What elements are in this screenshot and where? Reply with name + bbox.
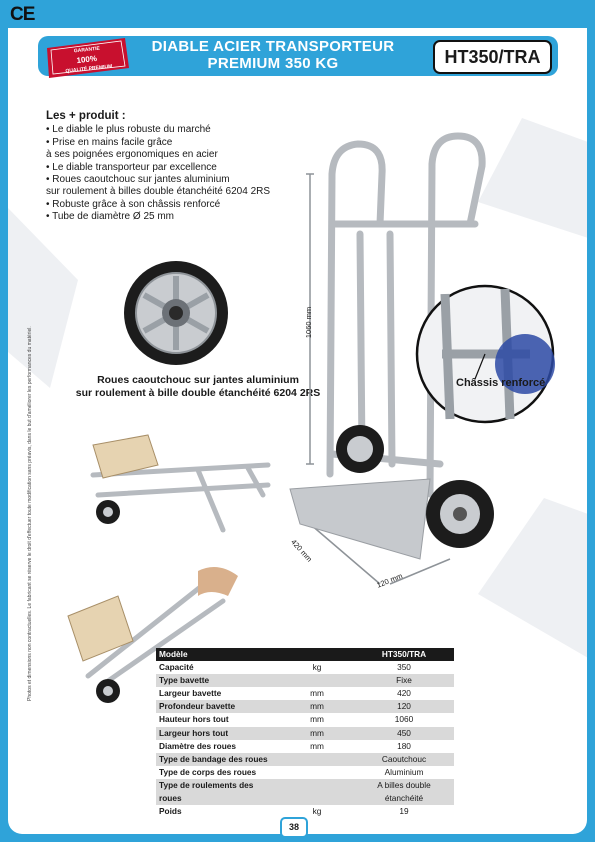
feature-item: sur roulement à billes double étanchéité 6204 2RS — [46, 186, 271, 198]
table-cell: Largeur bavette — [156, 687, 280, 700]
table-header-cell: Modèle — [156, 648, 280, 661]
ce-mark: CE — [10, 4, 35, 25]
feature-item: • Le diable le plus robuste du marché — [46, 124, 211, 136]
wheel-caption-line-1: Roues caoutchouc sur jantes aluminium — [97, 374, 299, 386]
feature-item: à ses poignées ergonomiques en acier — [46, 149, 218, 161]
wheel-image — [116, 258, 236, 368]
table-cell: 19 — [354, 805, 454, 818]
table-cell: Profondeur bavette — [156, 700, 280, 713]
spec-table — [156, 648, 454, 818]
table-cell: Poids — [156, 805, 280, 818]
title-line-2: PREMIUM 350 KG — [207, 55, 339, 72]
svg-text:100%: 100% — [76, 53, 98, 66]
disclaimer-note: Photos et dimensions non contractuelles. Le fabricant se réserve le droit d'effectuer toute modification sans préavis, dans le but d'améliorer les performances du matériel. — [27, 326, 33, 701]
model-code: HT350/TRA — [433, 40, 552, 74]
table-row — [156, 766, 454, 779]
table-cell: mm — [280, 740, 354, 753]
page-title — [128, 38, 418, 72]
table-row — [156, 753, 454, 766]
table-cell: 450 — [354, 727, 454, 740]
table-header-cell: HT350/TRA — [354, 648, 454, 661]
table-row — [156, 674, 454, 687]
table-cell: kg — [280, 661, 354, 674]
table-cell: kg — [280, 805, 354, 818]
table-cell: 120 — [354, 700, 454, 713]
table-cell: mm — [280, 727, 354, 740]
table-cell: 180 — [354, 740, 454, 753]
table-cell: A billes double étanchéité — [354, 779, 454, 805]
table-cell — [280, 766, 354, 779]
table-cell — [280, 674, 354, 687]
table-cell: mm — [280, 713, 354, 726]
table-row — [156, 779, 454, 805]
table-cell — [280, 753, 354, 766]
table-cell — [280, 779, 354, 805]
table-header-row — [156, 648, 454, 661]
dim-height: 1060 mm — [304, 306, 314, 339]
callout-chassis: Châssis renforcé — [456, 377, 546, 389]
hand-truck-image — [270, 114, 570, 614]
table-row — [156, 661, 454, 674]
table-cell: Fixe — [354, 674, 454, 687]
dim-depth: 420 mm — [289, 537, 314, 564]
svg-text:GARANTIE: GARANTIE — [73, 45, 101, 55]
table-cell: mm — [280, 700, 354, 713]
table-cell: Largeur hors tout — [156, 727, 280, 740]
wheel-caption-line-2: sur roulement à bille double étanchéité 6204 2RS — [75, 387, 321, 399]
table-cell: Aluminium — [354, 766, 454, 779]
decor-facet — [8, 208, 78, 388]
table-cell: Type bavette — [156, 674, 280, 687]
table-cell: 1060 — [354, 713, 454, 726]
svg-text:QUALITÉ PREMIUM: QUALITÉ PREMIUM — [65, 63, 113, 75]
table-cell: Caoutchouc — [354, 753, 454, 766]
table-row — [156, 740, 454, 753]
table-cell: Diamètre des roues — [156, 740, 280, 753]
features-heading: Les + produit : — [46, 110, 126, 122]
table-row — [156, 700, 454, 713]
table-cell: Type de roulements des roues — [156, 779, 280, 805]
table-cell: mm — [280, 687, 354, 700]
table-cell: 420 — [354, 687, 454, 700]
feature-item: • Prise en mains facile grâce — [46, 136, 173, 148]
table-cell: 350 — [354, 661, 454, 674]
table-row — [156, 687, 454, 700]
page-number: 38 — [280, 817, 308, 838]
feature-item: • Robuste grâce à son châssis renforcé — [46, 198, 221, 210]
guarantee-badge — [41, 38, 131, 78]
feature-item: • Le diable transporteur par excellence — [46, 161, 217, 173]
table-row — [156, 727, 454, 740]
feature-item: • Roues caoutchouc sur jantes aluminium — [46, 174, 230, 186]
trolley-flat-image — [78, 420, 278, 540]
table-row — [156, 713, 454, 726]
table-row — [156, 805, 454, 818]
dim-width: 120 mm — [375, 571, 404, 590]
table-cell: Type de bandage des roues — [156, 753, 280, 766]
title-line-1: DIABLE ACIER TRANSPORTEUR — [151, 38, 395, 55]
table-cell: Capacité — [156, 661, 280, 674]
table-header-cell — [280, 648, 354, 661]
page-sheet — [8, 28, 587, 834]
table-cell: Type de corps des roues — [156, 766, 280, 779]
table-cell: Hauteur hors tout — [156, 713, 280, 726]
feature-item: • Tube de diamètre Ø 25 mm — [46, 211, 175, 223]
